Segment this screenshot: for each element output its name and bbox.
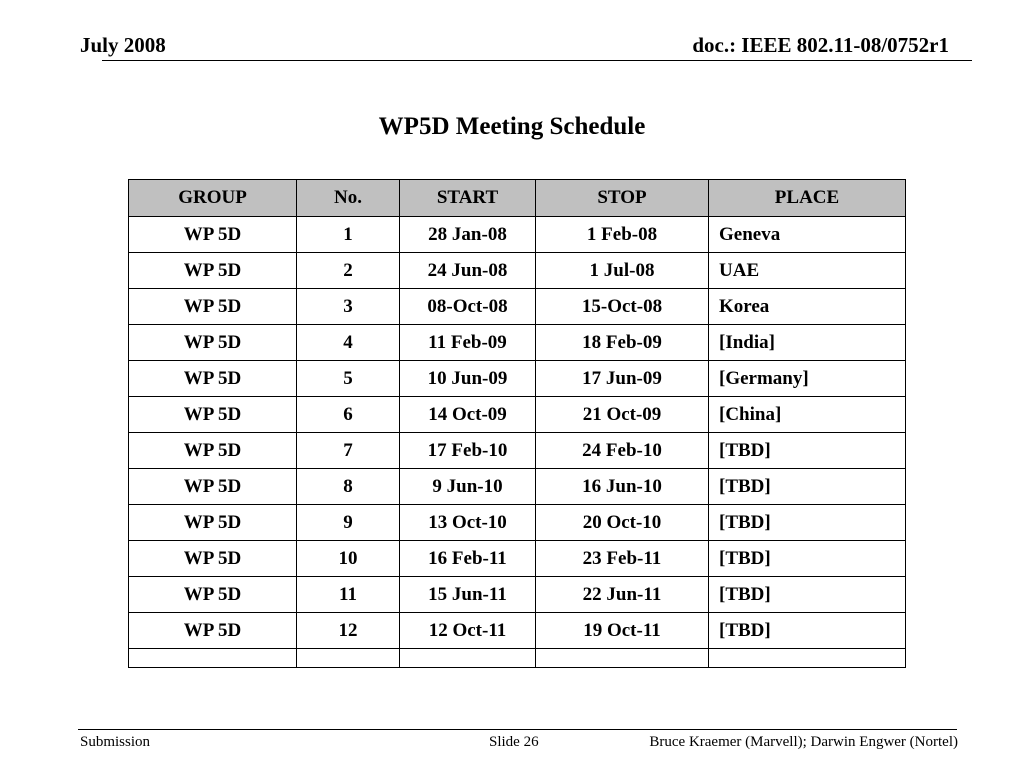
- cell-start: 15 Jun-11: [400, 577, 536, 613]
- empty-cell: [400, 649, 536, 668]
- cell-group: WP 5D: [129, 217, 297, 253]
- cell-group: WP 5D: [129, 397, 297, 433]
- table-row: [129, 217, 906, 253]
- header-rule: [102, 60, 972, 61]
- cell-start: 11 Feb-09: [400, 325, 536, 361]
- table-row: [129, 289, 906, 325]
- cell-number: 9: [297, 505, 400, 541]
- cell-stop: 21 Oct-09: [536, 397, 709, 433]
- empty-cell: [129, 649, 297, 668]
- cell-start: 08-Oct-08: [400, 289, 536, 325]
- cell-place: [TBD]: [709, 613, 906, 649]
- cell-stop: 17 Jun-09: [536, 361, 709, 397]
- footer-submission: Submission: [80, 734, 151, 750]
- cell-stop: 19 Oct-11: [536, 613, 709, 649]
- cell-number: 4: [297, 325, 400, 361]
- cell-stop: 16 Jun-10: [536, 469, 709, 505]
- cell-group: WP 5D: [129, 361, 297, 397]
- cell-number: 11: [297, 577, 400, 613]
- table-row: [129, 577, 906, 613]
- cell-number: 10: [297, 541, 400, 577]
- cell-group: WP 5D: [129, 253, 297, 289]
- cell-start: 10 Jun-09: [400, 361, 536, 397]
- cell-place: [TBD]: [709, 541, 906, 577]
- footer-authors: Bruce Kraemer (Marvell); Darwin Engwer (Nortel): [649, 734, 958, 750]
- cell-place: [TBD]: [709, 577, 906, 613]
- meeting-schedule-table: [128, 179, 906, 668]
- cell-start: 16 Feb-11: [400, 541, 536, 577]
- cell-place: Korea: [709, 289, 906, 325]
- column-header-place: PLACE: [709, 180, 906, 217]
- column-header-group: GROUP: [129, 180, 297, 217]
- cell-start: 28 Jan-08: [400, 217, 536, 253]
- table-header-row: [129, 180, 906, 217]
- cell-place: [TBD]: [709, 433, 906, 469]
- cell-place: [Germany]: [709, 361, 906, 397]
- cell-group: WP 5D: [129, 541, 297, 577]
- cell-place: Geneva: [709, 217, 906, 253]
- cell-start: 13 Oct-10: [400, 505, 536, 541]
- cell-number: 12: [297, 613, 400, 649]
- cell-number: 6: [297, 397, 400, 433]
- cell-start: 24 Jun-08: [400, 253, 536, 289]
- cell-place: [China]: [709, 397, 906, 433]
- table-row: [129, 505, 906, 541]
- cell-start: 14 Oct-09: [400, 397, 536, 433]
- table-row: [129, 361, 906, 397]
- empty-cell: [709, 649, 906, 668]
- cell-stop: 23 Feb-11: [536, 541, 709, 577]
- cell-number: 3: [297, 289, 400, 325]
- cell-stop: 1 Jul-08: [536, 253, 709, 289]
- cell-place: [India]: [709, 325, 906, 361]
- cell-group: WP 5D: [129, 469, 297, 505]
- column-header-start: START: [400, 180, 536, 217]
- cell-number: 5: [297, 361, 400, 397]
- cell-place: UAE: [709, 253, 906, 289]
- cell-stop: 18 Feb-09: [536, 325, 709, 361]
- cell-place: [TBD]: [709, 505, 906, 541]
- cell-group: WP 5D: [129, 577, 297, 613]
- footer-rule: [78, 729, 957, 730]
- cell-number: 8: [297, 469, 400, 505]
- cell-start: 9 Jun-10: [400, 469, 536, 505]
- table-row: [129, 433, 906, 469]
- cell-group: WP 5D: [129, 505, 297, 541]
- column-header-stop: STOP: [536, 180, 709, 217]
- cell-stop: 24 Feb-10: [536, 433, 709, 469]
- table-row: [129, 469, 906, 505]
- column-header-number: No.: [297, 180, 400, 217]
- cell-number: 2: [297, 253, 400, 289]
- table-row-empty: [129, 649, 906, 668]
- cell-start: 12 Oct-11: [400, 613, 536, 649]
- cell-group: WP 5D: [129, 325, 297, 361]
- empty-cell: [536, 649, 709, 668]
- cell-group: WP 5D: [129, 613, 297, 649]
- cell-start: 17 Feb-10: [400, 433, 536, 469]
- table-row: [129, 397, 906, 433]
- slide-title: WP5D Meeting Schedule: [378, 113, 646, 140]
- cell-group: WP 5D: [129, 289, 297, 325]
- table-row: [129, 613, 906, 649]
- table-row: [129, 253, 906, 289]
- table-row: [129, 325, 906, 361]
- cell-number: 7: [297, 433, 400, 469]
- cell-stop: 15-Oct-08: [536, 289, 709, 325]
- table-row: [129, 541, 906, 577]
- cell-stop: 22 Jun-11: [536, 577, 709, 613]
- cell-place: [TBD]: [709, 469, 906, 505]
- cell-stop: 1 Feb-08: [536, 217, 709, 253]
- cell-group: WP 5D: [129, 433, 297, 469]
- table-body: [129, 217, 906, 668]
- cell-stop: 20 Oct-10: [536, 505, 709, 541]
- cell-number: 1: [297, 217, 400, 253]
- header-date: July 2008: [80, 33, 166, 57]
- header-doc-id: doc.: IEEE 802.11-08/0752r1: [692, 33, 949, 57]
- footer-slide-number: Slide 26: [489, 734, 539, 750]
- empty-cell: [297, 649, 400, 668]
